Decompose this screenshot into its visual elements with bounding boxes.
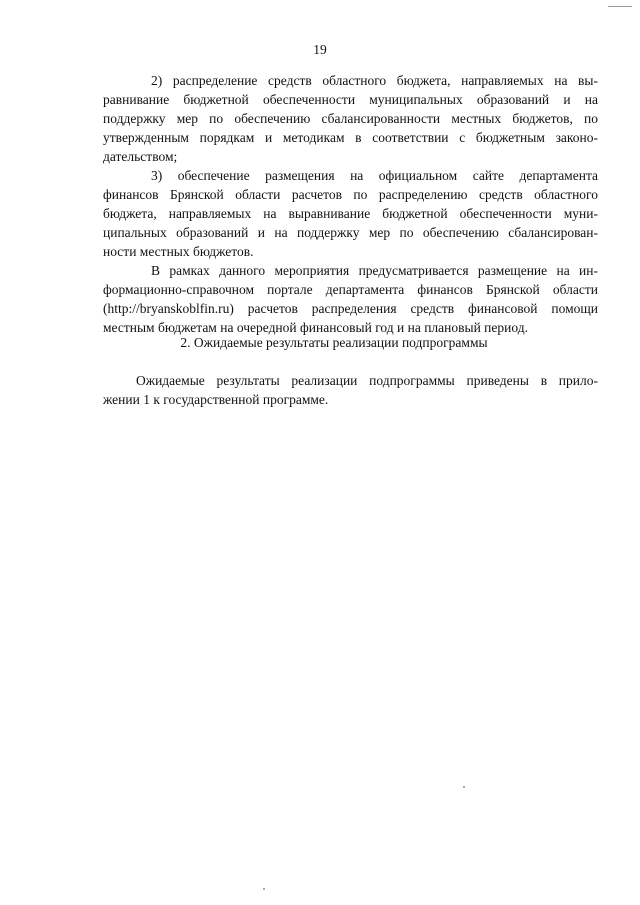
paragraph-1-line-3: поддержку мер по обеспечению сбалансированности местных бюджетов, по <box>103 111 598 126</box>
paragraph-4-line-2: жении 1 к государственной программе. <box>103 392 329 407</box>
page-number: 19 <box>313 42 327 57</box>
paragraph-1-line-2: равнивание бюджетной обеспеченности муниципальных образований и на <box>103 92 598 107</box>
paragraph-2-line-1: 3) обеспечение размещения на официальном сайте департамента <box>151 168 598 183</box>
paragraph-1-line-4: утвержденным порядкам и методикам в соответствии с бюджетным законо- <box>103 130 598 145</box>
paragraph-1-line-5: дательством; <box>103 149 178 164</box>
paragraph-2-line-4: ципальных образований и на поддержку мер по обеспечению сбалансирован- <box>103 225 598 240</box>
paragraph-2-line-2: финансов Брянской области расчетов по распределению средств областного <box>103 187 598 202</box>
paragraph-3-line-3: (http://bryanskoblfin.ru) расчетов распределения средств финансовой помощи <box>103 301 598 316</box>
paragraph-4-line-1: Ожидаемые результаты реализации подпрограммы приведены в прило- <box>136 373 598 388</box>
paragraph-1-line-1: 2) распределение средств областного бюджета, направляемых на вы- <box>151 73 598 88</box>
scan-speck <box>463 786 465 788</box>
paragraph-3-line-1: В рамках данного мероприятия предусматривается размещение на ин- <box>151 263 598 278</box>
section-heading: 2. Ожидаемые результаты реализации подпрограммы <box>180 335 488 350</box>
paragraph-2-line-3: бюджета, направляемых на выравнивание бюджетной обеспеченности муни- <box>103 206 598 221</box>
scan-speck <box>263 888 265 890</box>
paragraph-3-line-4: местным бюджетам на очередной финансовый год и на плановый период. <box>103 320 528 335</box>
paragraph-2-line-5: ности местных бюджетов. <box>103 244 254 259</box>
scan-corner-mark <box>608 6 632 7</box>
paragraph-3-line-2: формационно-справочном портале департамента финансов Брянской области <box>103 282 598 297</box>
